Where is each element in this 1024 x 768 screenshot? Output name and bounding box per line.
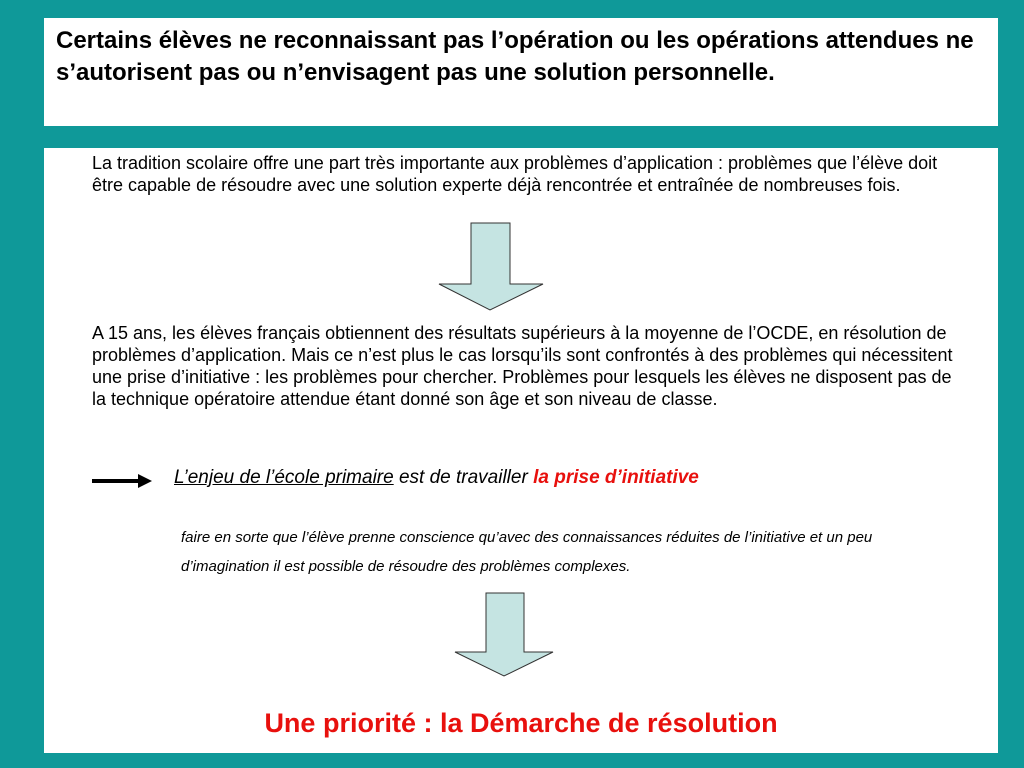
enjeu-statement bbox=[174, 466, 699, 490]
content-box bbox=[44, 148, 998, 753]
objective-text: faire en sorte que l’élève prenne conscience qu’avec des connaissances réduites de l’initiative et un peu d’imagination il est possible de résoudre des problèmes complexes. bbox=[181, 529, 873, 575]
enjeu-middle: est de travailler bbox=[393, 467, 534, 488]
paragraph-pisa: A 15 ans, les élèves français obtiennent des résultats supérieurs à la moyenne de l’OCDE, en résolution de problèmes d’application. Mais ce n’est plus le cas lorsqu’ils sont confrontés à des problèmes qui nécessitent une prise d’initiative : les problèmes pour chercher. Problèmes pour lesquels les élèves ne disposent pas de la technique opératoire attendue étant donné son âge et son niveau de classe. bbox=[92, 323, 953, 409]
paragraph-tradition: La tradition scolaire offre une part très importante aux problèmes d’application : problèmes que l’élève doit être capable de résoudre avec une solution experte déjà rencontrée et entraînée de nombreuses fois. bbox=[92, 153, 938, 195]
right-arrow-icon bbox=[92, 474, 152, 488]
enjeu-key: L’enjeu de l’école primaire bbox=[174, 467, 394, 488]
down-arrow-icon bbox=[453, 592, 555, 678]
slide-title: Certains élèves ne reconnaissant pas l’opération ou les opérations attendues ne s’autorisent pas ou n’envisagent pas une solution personnelle. bbox=[56, 27, 974, 86]
down-arrow-icon bbox=[437, 222, 545, 312]
conclusion-heading: Une priorité : la Démarche de résolution bbox=[264, 708, 778, 738]
title-box bbox=[44, 18, 998, 126]
enjeu-highlight: la prise d’initiative bbox=[533, 467, 699, 488]
